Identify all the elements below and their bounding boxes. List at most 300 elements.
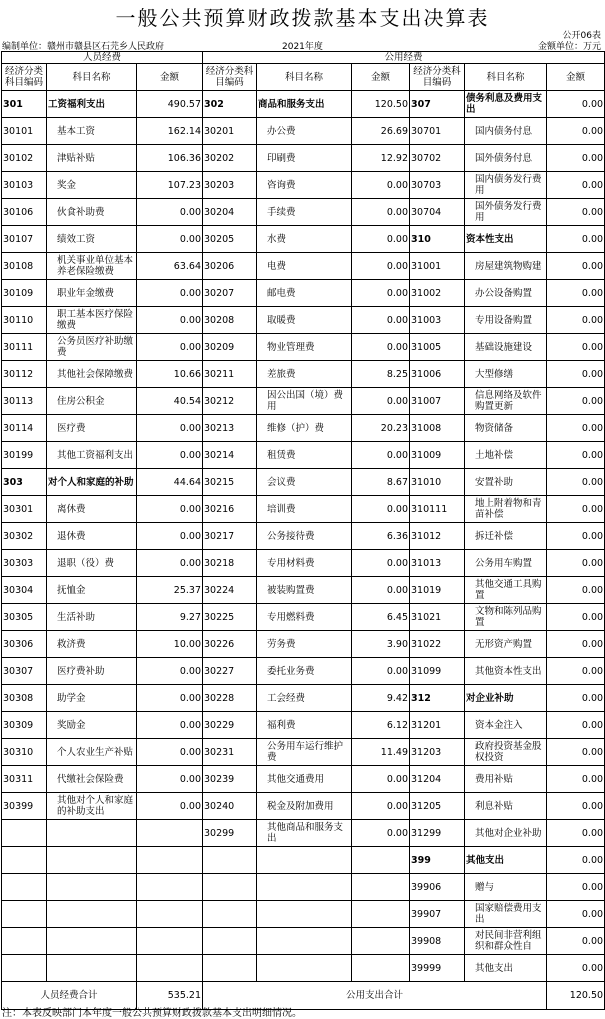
item-code: 30307: [2, 658, 47, 685]
item-name: 奖金: [47, 172, 137, 199]
item-amount: [352, 955, 410, 982]
item-name: 安置补助: [465, 469, 547, 496]
item-code: 30218: [203, 550, 257, 577]
item-name: 工会经费: [257, 685, 352, 712]
item-name: [47, 955, 137, 982]
item-amount: 6.12: [352, 712, 410, 739]
item-amount: 44.64: [137, 469, 203, 496]
item-name: 对企业补助: [465, 685, 547, 712]
table-row: [2, 172, 605, 199]
item-amount: 0.00: [352, 442, 410, 469]
item-name: 赠与: [465, 874, 547, 901]
item-amount: [137, 928, 203, 955]
item-name: 专用燃料费: [257, 604, 352, 631]
item-name: 其他对企业补助: [465, 820, 547, 847]
item-name: 基本工资: [47, 118, 137, 145]
item-amount: 162.14: [137, 118, 203, 145]
item-amount: 0.00: [547, 928, 605, 955]
item-name: 公务接待费: [257, 523, 352, 550]
item-code: 31002: [410, 280, 465, 307]
item-name: 土地补偿: [465, 442, 547, 469]
item-code: 30208: [203, 307, 257, 334]
item-name: 生活补助: [47, 604, 137, 631]
table-row: [2, 712, 605, 739]
item-code: 30201: [203, 118, 257, 145]
item-name: 助学金: [47, 685, 137, 712]
amount-header: 金额: [352, 64, 410, 91]
year-label: 2021年度: [282, 42, 323, 52]
item-name: [257, 928, 352, 955]
item-amount: 0.00: [352, 253, 410, 280]
item-code: 30226: [203, 631, 257, 658]
item-code: 30106: [2, 199, 47, 226]
item-code: 30704: [410, 199, 465, 226]
item-name: 离休费: [47, 496, 137, 523]
item-name: 债务利息及费用支出: [465, 91, 547, 118]
item-code: 30108: [2, 253, 47, 280]
item-code: 307: [410, 91, 465, 118]
item-code: 30240: [203, 793, 257, 820]
table-row: [2, 658, 605, 685]
item-name: 其他交通费用: [257, 766, 352, 793]
item-name: [47, 928, 137, 955]
item-name: 地上附着物和青苗补偿: [465, 496, 547, 523]
item-code: 30304: [2, 577, 47, 604]
table-row: [2, 847, 605, 874]
table-row: [2, 388, 605, 415]
item-code: 30229: [203, 712, 257, 739]
personnel-total-label: 人员经费合计: [2, 982, 137, 1010]
item-code: 30299: [203, 820, 257, 847]
name-header: 科目名称: [47, 64, 137, 91]
amount-header: 金额: [137, 64, 203, 91]
item-code: 31099: [410, 658, 465, 685]
item-amount: 10.66: [137, 361, 203, 388]
table-row: [2, 604, 605, 631]
item-code: 30301: [2, 496, 47, 523]
item-amount: 0.00: [547, 820, 605, 847]
item-code: 30110: [2, 307, 47, 334]
item-code: 31205: [410, 793, 465, 820]
name-header: 科目名称: [257, 64, 352, 91]
item-code: 30224: [203, 577, 257, 604]
item-name: [257, 901, 352, 928]
item-code: 30112: [2, 361, 47, 388]
item-name: 手续费: [257, 199, 352, 226]
item-code: 31012: [410, 523, 465, 550]
item-amount: 0.00: [352, 388, 410, 415]
item-code: 30114: [2, 415, 47, 442]
organization-label: 编制单位：赣州市赣县区石芫乡人民政府: [2, 42, 165, 52]
item-amount: 0.00: [352, 658, 410, 685]
item-amount: 0.00: [352, 226, 410, 253]
item-code: 30308: [2, 685, 47, 712]
item-code: 303: [2, 469, 47, 496]
item-name: 国内债务发行费用: [465, 172, 547, 199]
group-header-row: [2, 52, 605, 64]
item-amount: [352, 901, 410, 928]
item-code: 30309: [2, 712, 47, 739]
item-name: 公务用车运行维护费: [257, 739, 352, 766]
item-amount: 0.00: [547, 766, 605, 793]
item-name: 信息网络及软件购置更新: [465, 388, 547, 415]
item-name: 伙食补助费: [47, 199, 137, 226]
item-name: 税金及附加费用: [257, 793, 352, 820]
item-amount: 12.92: [352, 145, 410, 172]
table-row: [2, 901, 605, 928]
item-code: 30310: [2, 739, 47, 766]
item-code: 31013: [410, 550, 465, 577]
table-row: [2, 91, 605, 118]
item-amount: 9.42: [352, 685, 410, 712]
table-row: [2, 361, 605, 388]
item-amount: 0.00: [547, 658, 605, 685]
item-amount: [352, 928, 410, 955]
item-name: 公务用车购置: [465, 550, 547, 577]
item-code: [2, 928, 47, 955]
item-code: 310111: [410, 496, 465, 523]
table-row: [2, 766, 605, 793]
item-code: 30225: [203, 604, 257, 631]
item-code: 30215: [203, 469, 257, 496]
item-name: 拆迁补偿: [465, 523, 547, 550]
item-name: 差旅费: [257, 361, 352, 388]
item-name: 基础设施建设: [465, 334, 547, 361]
item-amount: 0.00: [547, 388, 605, 415]
item-code: 30207: [203, 280, 257, 307]
item-name: 文物和陈列品购置: [465, 604, 547, 631]
item-name: 其他交通工具购置: [465, 577, 547, 604]
item-code: 39999: [410, 955, 465, 982]
item-code: 31010: [410, 469, 465, 496]
item-amount: 0.00: [547, 523, 605, 550]
item-name: 会议费: [257, 469, 352, 496]
item-name: 培训费: [257, 496, 352, 523]
item-amount: 0.00: [547, 847, 605, 874]
item-code: 30205: [203, 226, 257, 253]
item-name: 对个人和家庭的补助: [47, 469, 137, 496]
item-name: 资本金注入: [465, 712, 547, 739]
item-amount: 0.00: [547, 793, 605, 820]
item-name: 其他商品和服务支出: [257, 820, 352, 847]
public-total-label: 公用支出合计: [203, 982, 547, 1010]
item-name: 大型修缮: [465, 361, 547, 388]
item-name: 利息补贴: [465, 793, 547, 820]
table-row: [2, 928, 605, 955]
item-code: 30199: [2, 442, 47, 469]
item-amount: 0.00: [547, 172, 605, 199]
table-row: [2, 793, 605, 820]
item-name: 其他社会保障缴费: [47, 361, 137, 388]
item-amount: 0.00: [352, 550, 410, 577]
item-name: [47, 874, 137, 901]
item-amount: 0.00: [137, 442, 203, 469]
item-name: 其他资本性支出: [465, 658, 547, 685]
item-code: 31003: [410, 307, 465, 334]
item-code: 30305: [2, 604, 47, 631]
item-amount: 0.00: [137, 334, 203, 361]
item-name: 公务员医疗补助缴费: [47, 334, 137, 361]
item-code: 31204: [410, 766, 465, 793]
item-code: 31019: [410, 577, 465, 604]
table-row: [2, 280, 605, 307]
item-code: 30107: [2, 226, 47, 253]
item-amount: 120.50: [352, 91, 410, 118]
table-row: [2, 631, 605, 658]
item-amount: 0.00: [137, 550, 203, 577]
item-name: 取暖费: [257, 307, 352, 334]
column-header-row: [2, 64, 605, 91]
item-name: 商品和服务支出: [257, 91, 352, 118]
item-code: 39906: [410, 874, 465, 901]
item-amount: 0.00: [547, 469, 605, 496]
item-name: 无形资产购置: [465, 631, 547, 658]
item-name: 因公出国（境）费用: [257, 388, 352, 415]
item-name: 职工基本医疗保险缴费: [47, 307, 137, 334]
item-amount: 0.00: [547, 442, 605, 469]
item-amount: 0.00: [547, 361, 605, 388]
item-name: 水费: [257, 226, 352, 253]
table-body: [2, 91, 605, 982]
table-row: [2, 334, 605, 361]
item-amount: 0.00: [137, 793, 203, 820]
item-amount: [137, 820, 203, 847]
item-name: 机关事业单位基本养老保险缴费: [47, 253, 137, 280]
item-name: 房屋建筑物购建: [465, 253, 547, 280]
table-row: [2, 496, 605, 523]
item-code: 30213: [203, 415, 257, 442]
table-row: [2, 577, 605, 604]
item-amount: 0.00: [352, 820, 410, 847]
item-name: 医疗费补助: [47, 658, 137, 685]
item-amount: 0.00: [547, 415, 605, 442]
item-amount: 0.00: [547, 550, 605, 577]
item-amount: [352, 874, 410, 901]
report-title: 一般公共预算财政拨款基本支出决算表: [115, 6, 490, 30]
item-amount: 0.00: [352, 496, 410, 523]
item-amount: 6.36: [352, 523, 410, 550]
item-amount: 0.00: [547, 496, 605, 523]
item-name: 奖励金: [47, 712, 137, 739]
item-amount: 0.00: [137, 766, 203, 793]
item-amount: 0.00: [352, 172, 410, 199]
item-amount: 0.00: [137, 523, 203, 550]
item-code: [2, 874, 47, 901]
table-row: [2, 199, 605, 226]
item-name: [47, 820, 137, 847]
item-code: [2, 847, 47, 874]
table-row: [2, 307, 605, 334]
item-amount: 0.00: [137, 199, 203, 226]
item-code: [203, 901, 257, 928]
item-name: 委托业务费: [257, 658, 352, 685]
item-code: 30102: [2, 145, 47, 172]
item-code: 312: [410, 685, 465, 712]
item-code: 30701: [410, 118, 465, 145]
item-amount: 0.00: [352, 793, 410, 820]
item-amount: 0.00: [547, 874, 605, 901]
table-row: [2, 523, 605, 550]
item-code: 30311: [2, 766, 47, 793]
item-name: 退休费: [47, 523, 137, 550]
item-amount: 0.00: [137, 685, 203, 712]
item-code: 31201: [410, 712, 465, 739]
item-amount: 0.00: [547, 91, 605, 118]
item-code: 30227: [203, 658, 257, 685]
item-code: 302: [203, 91, 257, 118]
item-name: 救济费: [47, 631, 137, 658]
item-code: 30113: [2, 388, 47, 415]
item-code: 30303: [2, 550, 47, 577]
item-amount: 0.00: [547, 739, 605, 766]
item-name: 绩效工资: [47, 226, 137, 253]
item-amount: 0.00: [547, 199, 605, 226]
item-amount: 0.00: [547, 955, 605, 982]
item-name: [47, 901, 137, 928]
item-code: 30101: [2, 118, 47, 145]
public-total-value: 120.50: [547, 982, 605, 1010]
item-code: 30211: [203, 361, 257, 388]
item-amount: 40.54: [137, 388, 203, 415]
item-name: 咨询费: [257, 172, 352, 199]
table-row: [2, 442, 605, 469]
item-amount: [137, 874, 203, 901]
item-code: 30306: [2, 631, 47, 658]
item-code: 301: [2, 91, 47, 118]
item-code: 31005: [410, 334, 465, 361]
item-amount: 11.49: [352, 739, 410, 766]
item-amount: 0.00: [137, 280, 203, 307]
item-name: 国外债务付息: [465, 145, 547, 172]
item-code: 30399: [2, 793, 47, 820]
item-name: 邮电费: [257, 280, 352, 307]
item-amount: 0.00: [547, 712, 605, 739]
public-group-header: 公用经费: [203, 52, 605, 64]
item-amount: 0.00: [547, 280, 605, 307]
item-amount: 490.57: [137, 91, 203, 118]
item-code: [203, 928, 257, 955]
item-name: 其他工资福利支出: [47, 442, 137, 469]
name-header: 科目名称: [465, 64, 547, 91]
item-name: [257, 874, 352, 901]
item-name: 专用设备购置: [465, 307, 547, 334]
item-name: 抚恤金: [47, 577, 137, 604]
item-name: 国家赔偿费用支出: [465, 901, 547, 928]
table-row: [2, 226, 605, 253]
item-name: 福利费: [257, 712, 352, 739]
code-header: 经济分类科目编码: [410, 64, 465, 91]
item-code: 30202: [203, 145, 257, 172]
item-name: 退职（役）费: [47, 550, 137, 577]
item-amount: 9.27: [137, 604, 203, 631]
item-amount: 0.00: [547, 901, 605, 928]
item-code: 30111: [2, 334, 47, 361]
amount-header: 金额: [547, 64, 605, 91]
item-amount: 0.00: [352, 577, 410, 604]
item-amount: 0.00: [352, 766, 410, 793]
item-code: 30228: [203, 685, 257, 712]
table-row: [2, 415, 605, 442]
item-amount: 0.00: [137, 226, 203, 253]
item-amount: 0.00: [547, 604, 605, 631]
unit-label: 金额单位：万元: [537, 42, 601, 52]
item-name: 国内债务付息: [465, 118, 547, 145]
item-code: [2, 901, 47, 928]
table-row: [2, 469, 605, 496]
item-name: 被装购置费: [257, 577, 352, 604]
item-code: 31006: [410, 361, 465, 388]
item-amount: 0.00: [352, 280, 410, 307]
table-row: [2, 739, 605, 766]
item-amount: 0.00: [547, 577, 605, 604]
table-row: [2, 874, 605, 901]
personnel-group-header: 人员经费: [2, 52, 203, 64]
footnote: 注：本表反映部门本年度一般公共预算财政拨款基本支出明细情况。: [2, 1008, 302, 1019]
item-name: 租赁费: [257, 442, 352, 469]
item-amount: 8.25: [352, 361, 410, 388]
item-code: 31022: [410, 631, 465, 658]
item-amount: 26.69: [352, 118, 410, 145]
item-amount: 0.00: [137, 712, 203, 739]
item-code: 30212: [203, 388, 257, 415]
item-amount: 0.00: [547, 226, 605, 253]
item-code: [203, 847, 257, 874]
item-amount: 6.45: [352, 604, 410, 631]
item-amount: 0.00: [547, 307, 605, 334]
table-row: [2, 253, 605, 280]
item-code: 30703: [410, 172, 465, 199]
item-amount: 0.00: [547, 334, 605, 361]
item-code: 310: [410, 226, 465, 253]
item-name: 其他支出: [465, 955, 547, 982]
item-name: 住房公积金: [47, 388, 137, 415]
item-code: 31203: [410, 739, 465, 766]
item-name: 电费: [257, 253, 352, 280]
item-amount: 107.23: [137, 172, 203, 199]
item-code: 399: [410, 847, 465, 874]
item-name: 印刷费: [257, 145, 352, 172]
item-name: 国外债务发行费用: [465, 199, 547, 226]
code-header: 经济分类科目编码: [2, 64, 47, 91]
item-name: 医疗费: [47, 415, 137, 442]
table-row: [2, 145, 605, 172]
item-code: 30214: [203, 442, 257, 469]
item-name: 其他支出: [465, 847, 547, 874]
item-name: 政府投资基金股权投资: [465, 739, 547, 766]
item-amount: 0.00: [547, 145, 605, 172]
item-code: 39908: [410, 928, 465, 955]
item-name: [257, 847, 352, 874]
item-amount: 0.00: [137, 658, 203, 685]
expenditure-table: [1, 51, 605, 1010]
table-row: [2, 550, 605, 577]
table-row: [2, 118, 605, 145]
item-amount: 8.67: [352, 469, 410, 496]
item-name: 费用补贴: [465, 766, 547, 793]
item-code: 31008: [410, 415, 465, 442]
item-name: [257, 955, 352, 982]
item-amount: [137, 901, 203, 928]
item-amount: 0.00: [137, 496, 203, 523]
item-amount: 106.36: [137, 145, 203, 172]
item-name: 专用材料费: [257, 550, 352, 577]
item-amount: [137, 955, 203, 982]
item-code: 30206: [203, 253, 257, 280]
item-code: 30103: [2, 172, 47, 199]
item-name: 职业年金缴费: [47, 280, 137, 307]
item-amount: 63.64: [137, 253, 203, 280]
item-code: 39907: [410, 901, 465, 928]
